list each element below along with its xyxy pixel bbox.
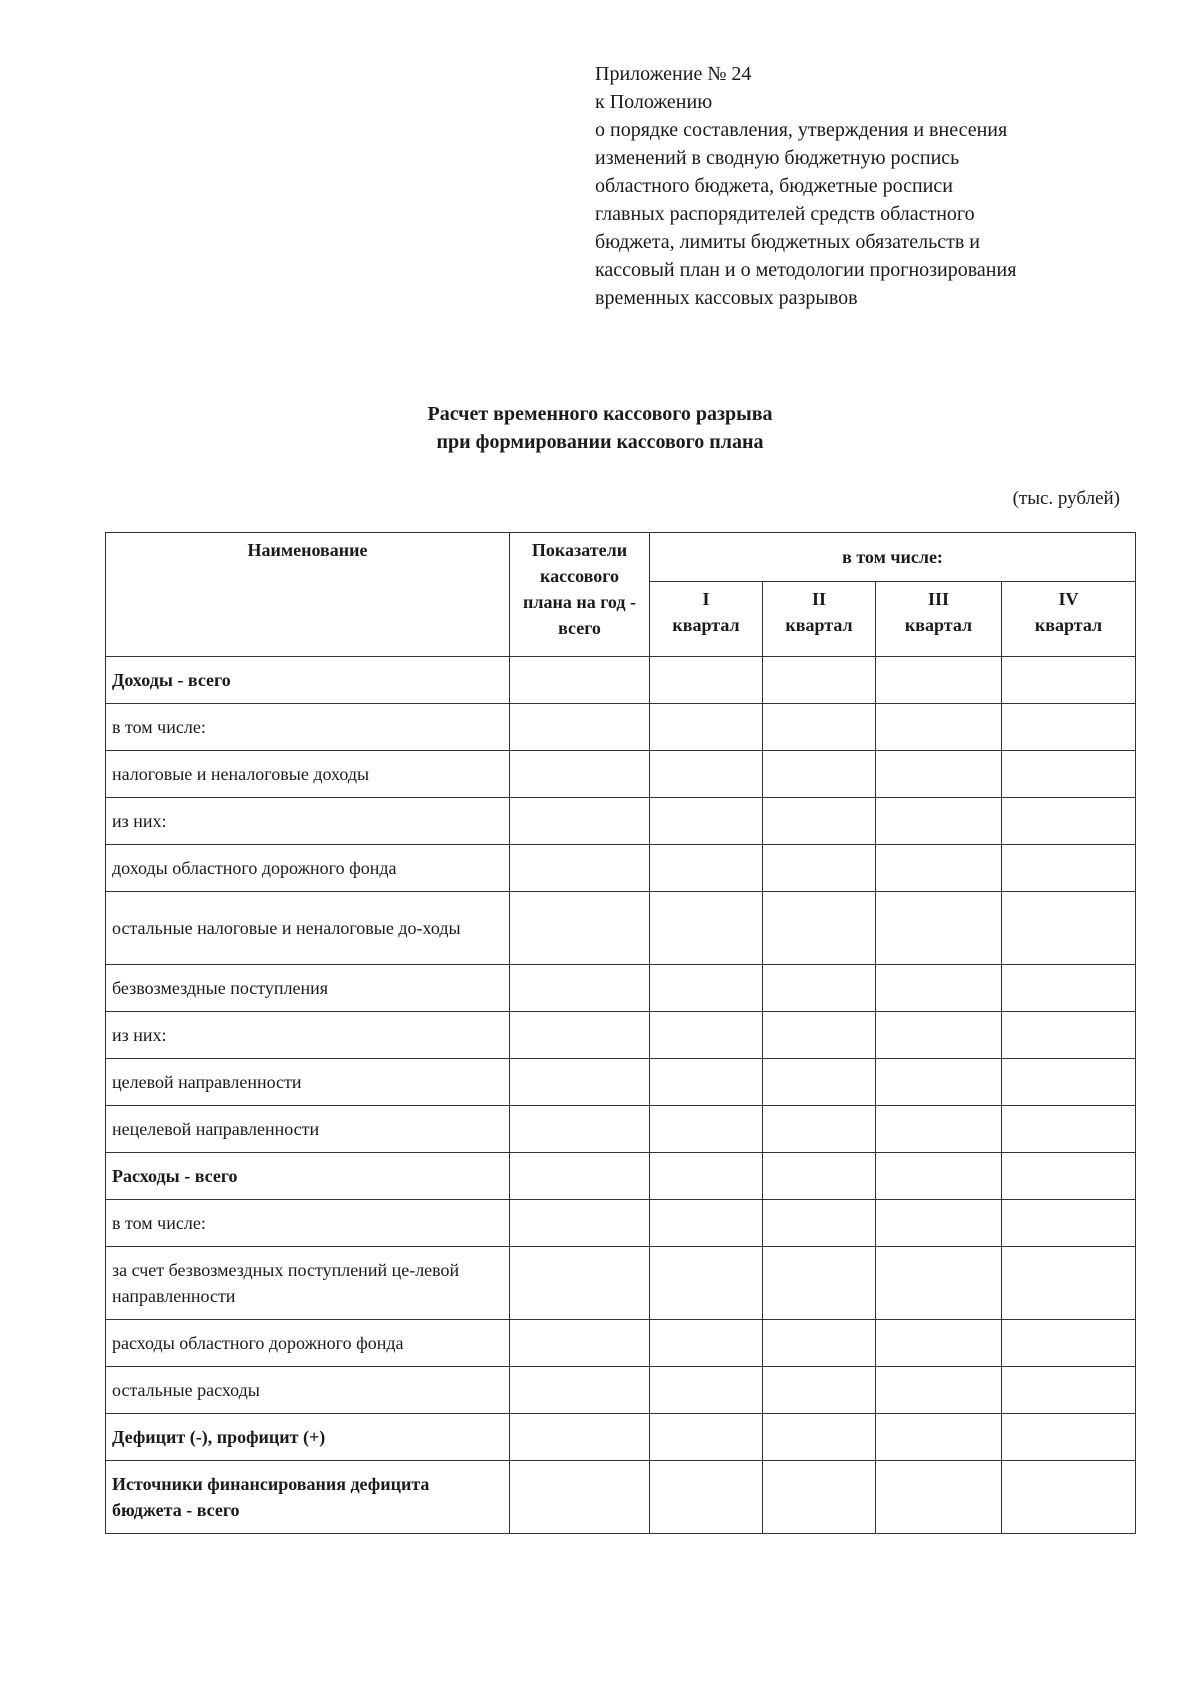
appendix-line: Приложение № 24 (595, 63, 752, 85)
table-row (106, 1461, 1136, 1534)
table-row (106, 1320, 1136, 1367)
cell-q2[interactable] (763, 892, 876, 965)
row-label: из них: (106, 798, 510, 845)
row-label: из них: (106, 1012, 510, 1059)
cell-q4[interactable] (1002, 798, 1136, 845)
table-row (106, 1200, 1136, 1247)
cell-q2[interactable] (763, 1414, 876, 1461)
header-quarter-4 (1002, 582, 1136, 657)
table-row (106, 704, 1136, 751)
cell-q4[interactable] (1002, 1012, 1136, 1059)
header-quarter-3 (876, 582, 1002, 657)
quarter-number: III (927, 589, 949, 609)
cell-q1[interactable] (650, 1320, 763, 1367)
row-label: остальные расходы (106, 1367, 510, 1414)
header-name: Наименование (106, 533, 510, 657)
table-row (106, 1414, 1136, 1461)
row-label: целевой направленности (106, 1059, 510, 1106)
cell-q4[interactable] (1002, 1059, 1136, 1106)
cell-annual[interactable] (510, 845, 650, 892)
cell-annual[interactable] (510, 1414, 650, 1461)
cell-q3[interactable] (876, 1414, 1002, 1461)
row-label: Дефицит (-), профицит (+) (106, 1414, 510, 1461)
header-including: в том числе: (650, 533, 1136, 582)
row-label: нецелевой направленности (106, 1106, 510, 1153)
row-label: Доходы - всего (106, 657, 510, 704)
cell-q1[interactable] (650, 798, 763, 845)
cell-q2[interactable] (763, 1153, 876, 1200)
cell-q2[interactable] (763, 751, 876, 798)
cell-q1[interactable] (650, 751, 763, 798)
cell-q3[interactable] (876, 1367, 1002, 1414)
cell-q1[interactable] (650, 845, 763, 892)
cell-annual[interactable] (510, 704, 650, 751)
cell-q2[interactable] (763, 1012, 876, 1059)
cell-annual[interactable] (510, 1200, 650, 1247)
row-label: в том числе: (106, 1200, 510, 1247)
cell-annual[interactable] (510, 1153, 650, 1200)
cell-q3[interactable] (876, 1200, 1002, 1247)
cell-annual[interactable] (510, 892, 650, 965)
cell-q4[interactable] (1002, 845, 1136, 892)
cell-q4[interactable] (1002, 965, 1136, 1012)
cell-q2[interactable] (763, 1367, 876, 1414)
appendix-line: к Положению (595, 91, 713, 113)
cell-q3[interactable] (876, 657, 1002, 704)
row-label: налоговые и неналоговые доходы (106, 751, 510, 798)
cell-q4[interactable] (1002, 892, 1136, 965)
cell-q4[interactable] (1002, 1367, 1136, 1414)
cell-q4[interactable] (1002, 657, 1136, 704)
cell-annual[interactable] (510, 1106, 650, 1153)
appendix-line: бюджета, лимиты бюджетных обязательств и (595, 231, 980, 253)
cell-q1[interactable] (650, 892, 763, 965)
quarter-label: квартал (672, 615, 740, 635)
quarter-number: II (811, 589, 826, 609)
table-row (106, 1367, 1136, 1414)
cell-q3[interactable] (876, 798, 1002, 845)
cell-annual[interactable] (510, 1320, 650, 1367)
cell-q3[interactable] (876, 1153, 1002, 1200)
table-row (106, 1247, 1136, 1320)
cell-q2[interactable] (763, 965, 876, 1012)
appendix-reference (595, 60, 1135, 312)
cell-q4[interactable] (1002, 1247, 1136, 1320)
cash-gap-table (105, 532, 1136, 1534)
table-row (106, 845, 1136, 892)
cell-q3[interactable] (876, 1012, 1002, 1059)
cell-q2[interactable] (763, 704, 876, 751)
cell-q1[interactable] (650, 1106, 763, 1153)
cell-q2[interactable] (763, 1059, 876, 1106)
cell-q3[interactable] (876, 892, 1002, 965)
quarter-label: квартал (1034, 615, 1103, 635)
appendix-line: областного бюджета, бюджетные росписи (595, 175, 953, 197)
table-row (106, 965, 1136, 1012)
cell-q1[interactable] (650, 1461, 763, 1534)
quarter-number: IV (1058, 589, 1079, 609)
cell-q4[interactable] (1002, 751, 1136, 798)
appendix-line: временных кассовых разрывов (595, 287, 858, 309)
cell-q1[interactable] (650, 704, 763, 751)
cell-q2[interactable] (763, 1247, 876, 1320)
cell-q1[interactable] (650, 1247, 763, 1320)
row-label: остальные налоговые и неналоговые до-ходы (106, 892, 510, 965)
cell-q3[interactable] (876, 1461, 1002, 1534)
cell-annual[interactable] (510, 657, 650, 704)
title-line-2: при формировании кассового плана (436, 431, 764, 453)
cell-q1[interactable] (650, 1367, 763, 1414)
row-label: безвозмездные поступления (106, 965, 510, 1012)
table-row (106, 798, 1136, 845)
cell-q2[interactable] (763, 1200, 876, 1247)
cell-q1[interactable] (650, 657, 763, 704)
table-body (106, 657, 1136, 1534)
row-label: Расходы - всего (106, 1153, 510, 1200)
cell-q2[interactable] (763, 1461, 876, 1534)
table-row (106, 1153, 1136, 1200)
quarter-number: I (702, 589, 710, 609)
cell-q3[interactable] (876, 965, 1002, 1012)
cell-q3[interactable] (876, 751, 1002, 798)
cell-annual[interactable] (510, 1059, 650, 1106)
cell-q1[interactable] (650, 1414, 763, 1461)
cell-q3[interactable] (876, 704, 1002, 751)
cell-q3[interactable] (876, 1320, 1002, 1367)
cell-q3[interactable] (876, 1059, 1002, 1106)
table-row (106, 657, 1136, 704)
cell-annual[interactable] (510, 965, 650, 1012)
table-row (106, 892, 1136, 965)
cell-q4[interactable] (1002, 704, 1136, 751)
cell-annual[interactable] (510, 1247, 650, 1320)
cell-annual[interactable] (510, 1461, 650, 1534)
cell-annual[interactable] (510, 798, 650, 845)
cell-annual[interactable] (510, 1012, 650, 1059)
appendix-line: кассовый план и о методологии прогнозирования (595, 259, 1017, 281)
cell-annual[interactable] (510, 751, 650, 798)
quarter-label: квартал (785, 615, 853, 635)
header-annual-total: Показатели кассового плана на год - всего (510, 533, 650, 657)
header-quarter-1 (650, 582, 763, 657)
table-row (106, 1059, 1136, 1106)
cell-q2[interactable] (763, 657, 876, 704)
cell-q4[interactable] (1002, 1106, 1136, 1153)
cell-q1[interactable] (650, 1012, 763, 1059)
cell-q4[interactable] (1002, 1461, 1136, 1534)
row-label: доходы областного дорожного фонда (106, 845, 510, 892)
cell-annual[interactable] (510, 1367, 650, 1414)
cell-q1[interactable] (650, 965, 763, 1012)
cell-q4[interactable] (1002, 1153, 1136, 1200)
cell-q2[interactable] (763, 845, 876, 892)
cell-q1[interactable] (650, 1153, 763, 1200)
cell-q3[interactable] (876, 845, 1002, 892)
header-quarter-2 (763, 582, 876, 657)
cell-q4[interactable] (1002, 1200, 1136, 1247)
cell-q1[interactable] (650, 1200, 763, 1247)
cell-q3[interactable] (876, 1247, 1002, 1320)
table-row (106, 1106, 1136, 1153)
cell-q2[interactable] (763, 1320, 876, 1367)
appendix-line: о порядке составления, утверждения и внесения (595, 119, 1008, 141)
cell-q2[interactable] (763, 798, 876, 845)
quarter-label: квартал (904, 615, 973, 635)
table-row (106, 1012, 1136, 1059)
row-label: расходы областного дорожного фонда (106, 1320, 510, 1367)
table-row (106, 751, 1136, 798)
title-line-1: Расчет временного кассового разрыва (427, 403, 773, 425)
row-label: Источники финансирования дефицита бюджета - всего (106, 1461, 510, 1534)
cell-q2[interactable] (763, 1106, 876, 1153)
cell-q4[interactable] (1002, 1414, 1136, 1461)
document-title (0, 400, 1200, 456)
row-label: в том числе: (106, 704, 510, 751)
appendix-line: изменений в сводную бюджетную роспись (595, 147, 960, 169)
units-label: (тыс. рублей) (1012, 488, 1120, 509)
cell-q1[interactable] (650, 1059, 763, 1106)
row-label: за счет безвозмездных поступлений це-левой направленности (106, 1247, 510, 1320)
appendix-line: главных распорядителей средств областного (595, 203, 975, 225)
cell-q4[interactable] (1002, 1320, 1136, 1367)
cell-q3[interactable] (876, 1106, 1002, 1153)
